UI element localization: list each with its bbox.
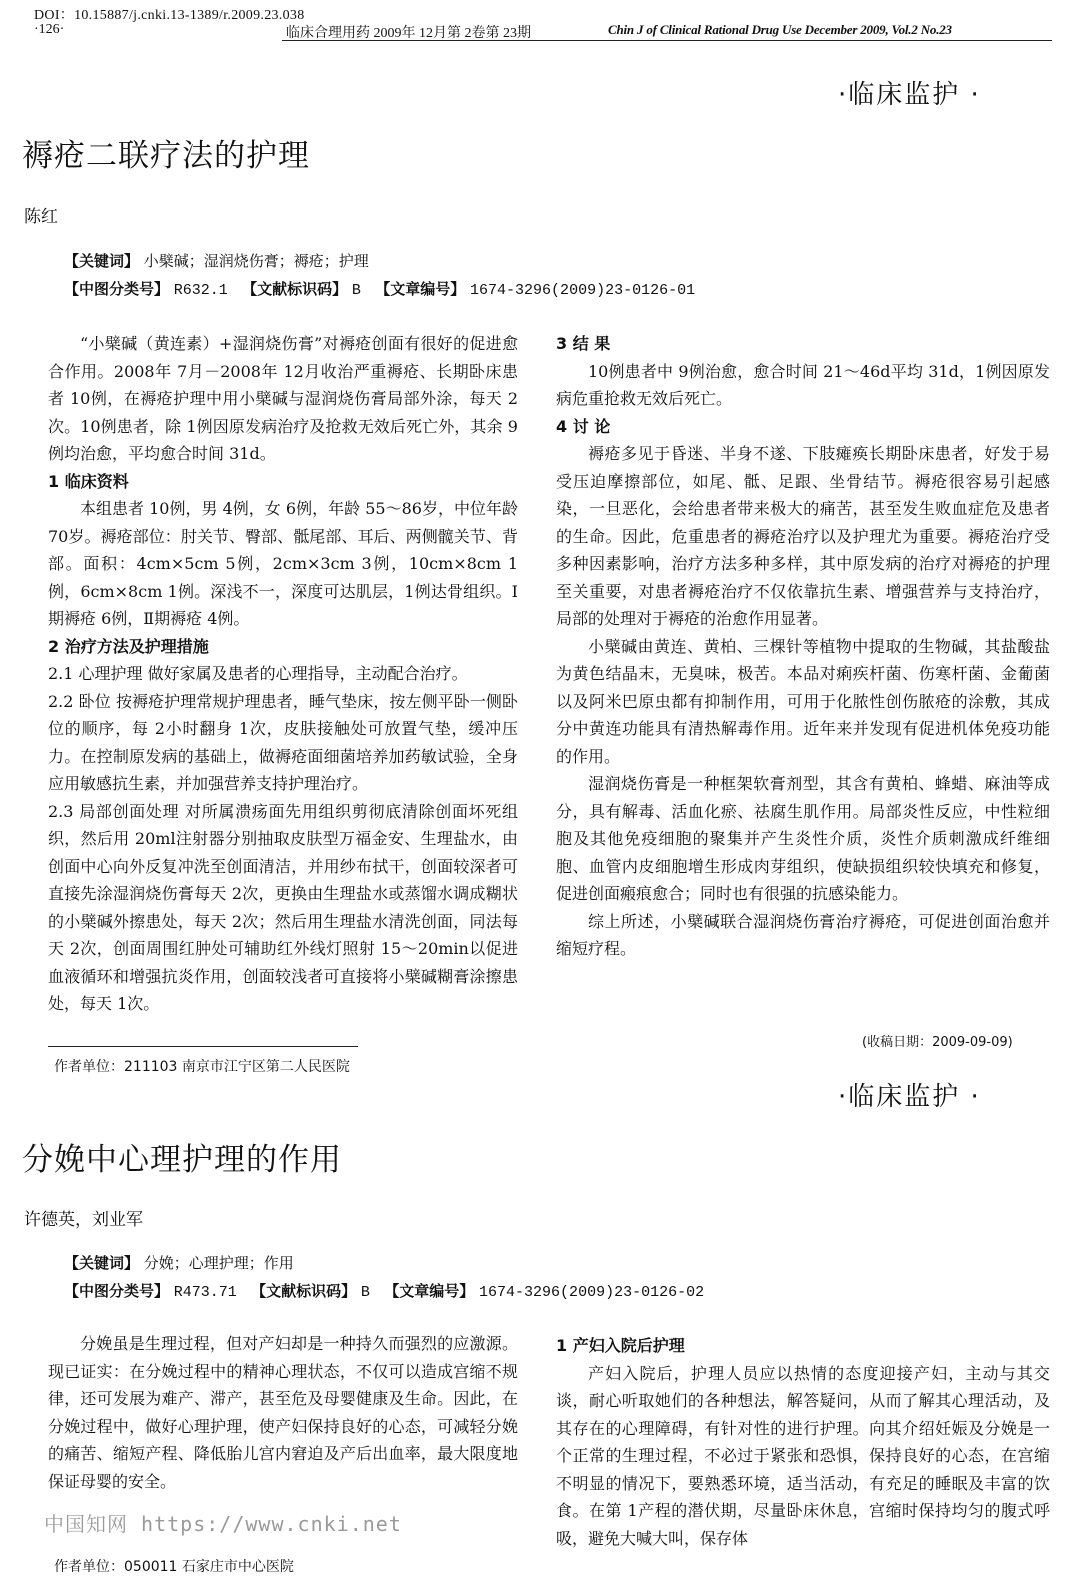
section-heading: 2 治疗方法及护理措施	[48, 636, 209, 656]
author-affiliation: 作者单位：211103 南京市江宁区第二人民医院	[54, 1059, 350, 1075]
body-paragraph: 小檗碱由黄连、黄柏、三棵针等植物中提取的生物碱，其盐酸盐为黄色结晶末，无臭味，极苦。本品对痢疾杆菌、伤寒杆菌、金葡菌以及阿米巴原虫都有抑制作用，可用于化脓性创伤脓疮的涂敷，其成分中黄连功能具有清热解毒作用。近年来并发现有促进机体免疫功能的作用。	[556, 636, 1050, 766]
article-no-label: 【文章编号】	[375, 280, 466, 298]
article-title: 褥疮二联疗法的护理	[22, 138, 310, 174]
article-author: 陈红	[24, 207, 58, 227]
keywords: 小檗碱；湿润烧伤膏；褥疮；护理	[143, 252, 369, 270]
body-paragraph: 湿润烧伤膏是一种框架软膏剂型，其含有黄柏、蜂蜡、麻油等成分，具有解毒、活血化瘀、祛腐生肌作用。局部炎性反应，中性粒细胞及其他免疫细胞的聚集并产生炎性介质，炎性介质刺激成纤维细胞、血管内皮细胞增生形成肉芽组织，使缺损组织较快填充和修复，促进创面瘢痕愈合；同时也有很强的抗感染能力。	[556, 774, 1050, 903]
journal-title-en: Chin J of Clinical Rational Drug Use December 2009, Vol.2 No.23	[608, 22, 952, 37]
body-paragraph: 10例患者中 9例治愈，愈合时间 21～46d平均 31d，1例因原发病危重抢救无效后死亡。	[556, 361, 1050, 408]
section-heading: 1 临床资料	[48, 471, 129, 491]
keywords-line	[64, 1252, 294, 1273]
doc-code: B	[351, 282, 361, 299]
keywords-line	[64, 250, 369, 271]
article1-right-column	[556, 330, 1050, 963]
page-number: ·126·	[34, 22, 65, 37]
footnote-rule	[48, 1046, 358, 1047]
body-paragraph: 褥疮多见于昏迷、半身不遂、下肢瘫痪长期卧床患者，好发于易受压迫摩擦部位，如尾、骶、足跟、坐骨结节。褥疮很容易引起感染，一旦恶化，会给患者带来极大的痛苦，甚至发生败血症危及患者的生命。因此，危重患者的褥疮治疗以及护理尤为重要。褥疮治疗受多种因素影响，治疗方法多种多样，其中原发病的治疗对褥疮的护理至关重要，对患者褥疮治疗不仅依靠抗生素、增强营养与支持治疗，局部的处理对于褥疮的治愈作用显著。	[556, 444, 1050, 628]
received-date: (收稿日期：2009-09-09)	[862, 1035, 1013, 1050]
body-paragraph: 综上所述，小檗碱联合湿润烧伤膏治疗褥疮，可促进创面治愈并缩短疗程。	[556, 911, 1050, 958]
keywords-label: 【关键词】	[64, 1254, 140, 1272]
subsection-paragraph: 2.1 心理护理 做好家属及患者的心理指导，主动配合治疗。	[48, 664, 468, 683]
clc-label: 【中图分类号】	[64, 1282, 170, 1300]
article1-left-column	[48, 330, 518, 1018]
clc-number: R473.71	[173, 1284, 237, 1301]
keywords: 分娩；心理护理；作用	[143, 1254, 294, 1272]
column-tag: ·临床监护 ·	[838, 1082, 981, 1112]
watermark: 中国知网 https://www.cnki.net	[44, 1512, 402, 1536]
body-paragraph: 本组患者 10例，男 4例，女 6例，年龄 55～86岁，中位年龄 70岁。褥疮部位：肘关节、臀部、骶尾部、耳后、两侧髋关节、背部。面积：4cm×5cm 5例，2cm×3cm 3例，10cm×8cm 1例，6cm×8cm 1例。深浅不一，深度可达肌层，1例达骨组织。Ⅰ期褥疮 6例，Ⅱ期褥疮 4例。	[48, 499, 518, 628]
author-affiliation: 作者单位：050011 石家庄市中心医院	[54, 1559, 294, 1575]
body-paragraph: 产妇入院后，护理人员应以热情的态度迎接产妇，主动与其交谈，耐心听取她们的各种想法，解答疑问，从而了解其心理活动，及其存在的心理障碍，有针对性的进行护理。向其介绍妊娠及分娩是一个正常的生理过程，不必过于紧张和恐惧，保持良好的心态，在宫缩不明显的情况下，要熟悉环境，适当活动，有充足的睡眠及丰富的饮食。在第 1产程的潜伏期，尽量卧床休息，宫缩时保持均匀的腹式呼吸，避免大喊大叫，保存体	[556, 1363, 1050, 1548]
subsection-paragraph: 2.2 卧位 按褥疮护理常规护理患者，睡气垫床，按左侧平卧一侧卧位的顺序，每 2小时翻身 1次，皮肤接触处可放置气垫，缓冲压力。在控制原发病的基础上，做褥疮面细菌培养加药敏试验，全身应用敏感抗生素，并加强营养支持护理治疗。	[48, 691, 518, 793]
classification-line	[64, 278, 695, 299]
doi: DOI：10.15887/j.cnki.13-1389/r.2009.23.038	[34, 8, 305, 23]
section-heading: 3 结 果	[556, 334, 611, 353]
doc-code: B	[360, 1284, 370, 1301]
section-heading: 4 讨 论	[556, 416, 611, 436]
keywords-label: 【关键词】	[64, 252, 140, 270]
intro-paragraph: “小檗碱（黄连素）+湿润烧伤膏”对褥疮创面有很好的促进愈合作用。2008年 7月－2008年 12月收治严重褥疮、长期卧床患者 10例，在褥疮护理中用小檗碱与湿润烧伤膏局部外涂，每天 2次。10例患者，除 1例因原发病治疗及抢救无效后死亡外，其余 9例均治愈，平均愈合时间 31d。	[48, 334, 518, 463]
section-heading: 1 产妇入院后护理	[556, 1336, 685, 1355]
article-number: 1674-3296(2009)23-0126-02	[479, 1284, 705, 1301]
classification-line	[64, 1280, 704, 1301]
article-no-label: 【文章编号】	[384, 1282, 475, 1300]
article-author: 许德英，刘业军	[24, 1210, 143, 1230]
doc-code-label: 【文献标识码】	[242, 280, 348, 298]
article2-right-column	[556, 1332, 1050, 1575]
doc-code-label: 【文献标识码】	[251, 1282, 357, 1300]
article-title: 分娩中心理护理的作用	[22, 1142, 342, 1178]
journal-title-cn: 临床合理用药 2009年 12月第 2卷第 23期	[286, 26, 531, 41]
column-tag: ·临床监护 ·	[838, 80, 981, 110]
intro-paragraph: 分娩虽是生理过程，但对产妇却是一种持久而强烈的应激源。现已证实：在分娩过程中的精神心理状态，不仅可以造成宫缩不规律，还可发展为难产、滞产，甚至危及母婴健康及生命。因此，在分娩过程中，做好心理护理，使产妇保持良好的心态，可减轻分娩的痛苦、缩短产程、降低胎儿宫内窘迫及产后出血率，最大限度地保证母婴的安全。	[48, 1334, 518, 1491]
header-rule	[282, 40, 1052, 41]
clc-number: R632.1	[173, 282, 228, 299]
subsection-paragraph: 2.3 局部创面处理 对所属溃疡面先用组织剪彻底清除创面坏死组织，然后用 20ml注射器分别抽取皮肤型万福金安、生理盐水，由创面中心向外反复冲洗至创面清洁，并用纱布拭干，创面较深者可直接先涂湿润烧伤膏每天 2次，更换由生理盐水或蒸馏水调成糊状的小檗碱外擦患处，每天 2次；然后用生理盐水清洗创面，同法每天 2次，创面周围红肿处可辅助红外线灯照射 15～20min以促进血液循环和增强抗炎作用，创面较浅者可直接将小檗碱糊膏涂擦患处，每天 1次。	[48, 801, 518, 1013]
article-number: 1674-3296(2009)23-0126-01	[470, 282, 696, 299]
article2-left-column	[48, 1330, 518, 1495]
clc-label: 【中图分类号】	[64, 280, 170, 298]
